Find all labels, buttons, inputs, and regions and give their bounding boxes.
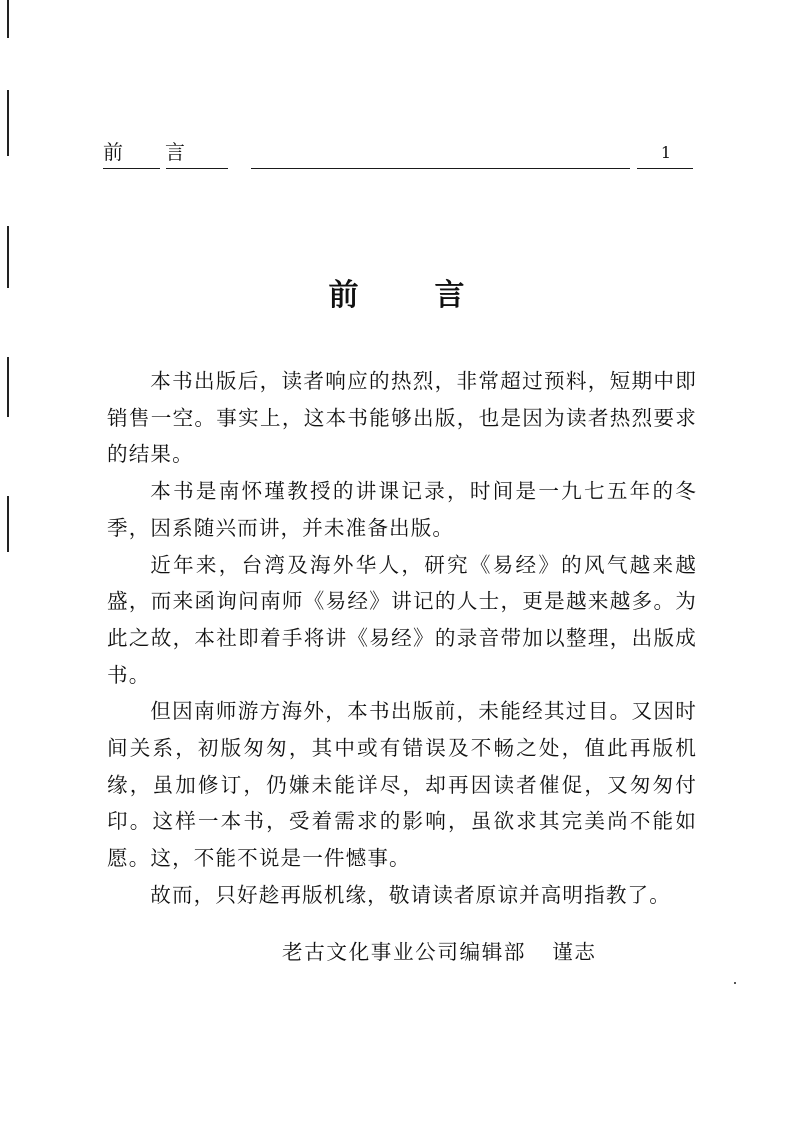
header-rule [103, 168, 160, 169]
chapter-title [0, 272, 793, 320]
signature [282, 934, 597, 970]
running-header-title: 前言 [103, 140, 227, 164]
paragraph: 本书出版后，读者响应的热烈，非常超过预料，短期中即销售一空。事实上，这本书能够出版，也是因为读者热烈要求的结果。 [107, 369, 697, 467]
paragraph: 本书是南怀瑾教授的讲课记录，时间是一九七五年的冬季，因系随兴而讲，并未准备出版。 [107, 479, 697, 540]
paragraph: 近年来，台湾及海外华人，研究《易经》的风气越来越盛，而来函询问南师《易经》讲记的人士，更是越来越多。为此之故，本社即着手将讲《易经》的录音带加以整理，出版成书。 [107, 552, 697, 687]
signature-closing: 谨志 [552, 940, 597, 964]
running-header [103, 138, 693, 168]
signature-publisher: 老古文化事业公司编辑部 [282, 940, 527, 964]
scan-edge-mark [7, 0, 9, 38]
scan-speck [734, 982, 736, 984]
header-rule [166, 168, 228, 169]
scan-edge-mark [7, 496, 9, 552]
header-rule [637, 168, 693, 169]
page-number: 1 [660, 143, 671, 162]
paragraph: 但因南师游方海外，本书出版前，未能经其过目。又因时间关系，初版匆匆，其中或有错误及不畅之处，值此再版机缘，虽加修订，仍嫌未能详尽，却再因读者催促，又匆匆付印。这样一本书，受着需求的影响，虽欲求其完美尚不能如愿。这，不能不说是一件憾事。 [107, 699, 697, 871]
scan-edge-mark [7, 90, 9, 156]
preface-body [107, 363, 697, 914]
scan-edge-mark [7, 357, 9, 417]
paragraph: 故而，只好趁再版机缘，敬请读者原谅并高明指教了。 [150, 882, 671, 907]
chapter-title-char: 言 [434, 278, 465, 314]
chapter-title-char: 前 [328, 278, 359, 314]
header-rule [251, 168, 630, 169]
